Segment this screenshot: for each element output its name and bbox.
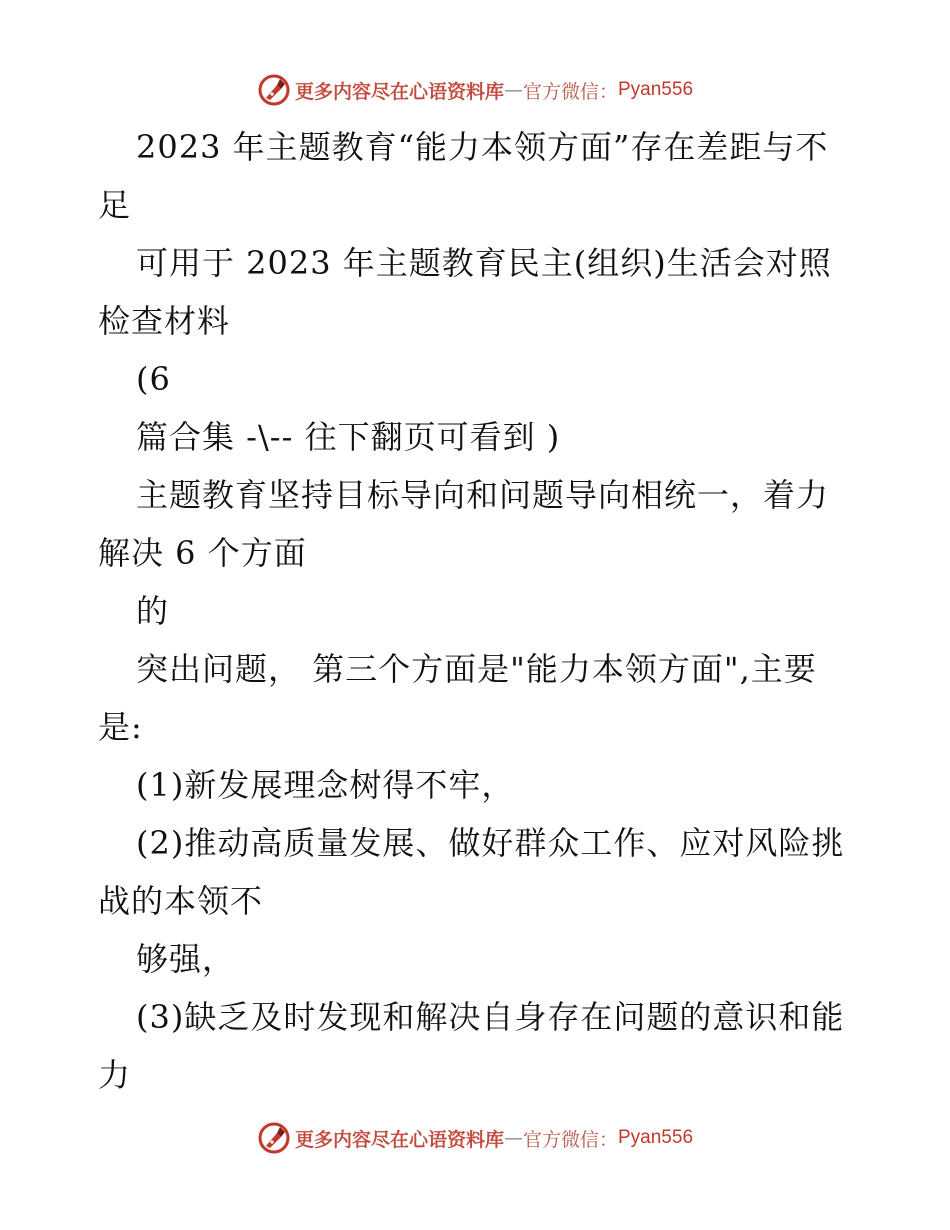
watermark-wechat-id: Pyan556 — [618, 1127, 694, 1148]
footer-watermark — [0, 1118, 950, 1158]
doc-list-item: (2)推动高质量发展、做好群众工作、应对风险挑战的本领不 — [98, 824, 845, 920]
watermark-main-text: 更多内容尽在心语资料库 — [294, 1128, 504, 1151]
header-watermark — [0, 70, 950, 110]
doc-subtitle: 可用于 2023 年主题教育民主(组织)生活会对照检查材料 — [98, 244, 832, 340]
doc-paragraph: 主题教育坚持目标导向和问题导向相统一，着力解决 6 个方面 — [98, 476, 830, 572]
watermark-separator: — — [503, 79, 523, 101]
doc-paragraph: (6 — [136, 360, 171, 398]
document-body — [98, 118, 858, 1104]
doc-list-item: (1)新发展理念树得不牢， — [136, 766, 515, 804]
doc-title: 2023 年主题教育“能力本领方面”存在差距与不足 — [98, 128, 829, 224]
watermark-separator: — — [503, 1127, 523, 1149]
doc-list-item: (3)缺乏及时发现和解决自身存在问题的意识和能力 — [98, 998, 845, 1094]
watermark-main-text: 更多内容尽在心语资料库 — [294, 80, 504, 103]
doc-paragraph: 的 — [136, 592, 170, 630]
doc-paragraph: 够强， — [136, 940, 236, 978]
watermark-label: 官方微信： — [522, 80, 618, 103]
doc-paragraph: 突出问题， 第三个方面是"能力本领方面",主要是: — [98, 650, 817, 746]
watermark-label: 官方微信： — [522, 1128, 618, 1151]
pen-nib-logo-icon — [257, 1121, 291, 1155]
pen-nib-logo-icon — [257, 73, 291, 107]
doc-paragraph: 篇合集 -\-- 往下翻页可看到 ) — [136, 418, 561, 456]
watermark-wechat-id: Pyan556 — [618, 79, 694, 100]
